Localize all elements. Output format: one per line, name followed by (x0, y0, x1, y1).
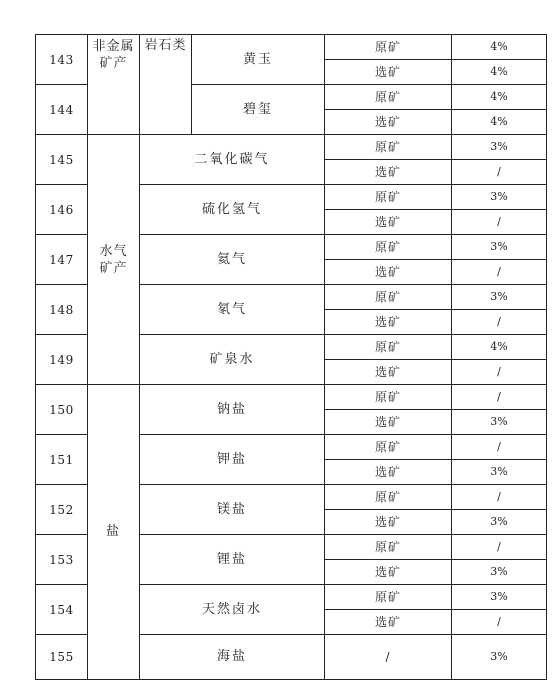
tax-rate-cell: / (452, 610, 547, 635)
tax-rate-cell: / (452, 385, 547, 410)
table-row (36, 35, 547, 60)
row-number-cell: 145 (36, 135, 88, 185)
ore-form-cell: 原矿 (325, 485, 452, 510)
row-number-cell: 146 (36, 185, 88, 235)
mineral-name-cell: 硫化氢气 (140, 185, 325, 235)
mineral-name-cell: 海盐 (140, 635, 325, 680)
ore-form-cell: 原矿 (325, 335, 452, 360)
ore-form-cell: 选矿 (325, 560, 452, 585)
mineral-name-cell: 镁盐 (140, 485, 325, 535)
ore-form-cell: 选矿 (325, 360, 452, 385)
ore-form-cell: 原矿 (325, 535, 452, 560)
row-number-cell: 147 (36, 235, 88, 285)
row-number-cell: 153 (36, 535, 88, 585)
tax-rate-cell: 3% (452, 560, 547, 585)
tax-rate-cell: 4% (452, 35, 547, 60)
ore-form-cell: 原矿 (325, 35, 452, 60)
tax-rate-cell: / (452, 360, 547, 385)
ore-form-cell: 选矿 (325, 610, 452, 635)
ore-form-cell: 原矿 (325, 285, 452, 310)
ore-form-cell: 选矿 (325, 460, 452, 485)
tax-rate-cell: / (452, 535, 547, 560)
category-cell: 非金属 矿产 (88, 35, 140, 135)
tax-rate-cell: 4% (452, 335, 547, 360)
row-number-cell: 143 (36, 35, 88, 85)
mineral-tax-table-page (35, 34, 546, 677)
tax-rate-cell: 3% (452, 410, 547, 435)
tax-rate-cell: 3% (452, 585, 547, 610)
mineral-name-cell: 矿泉水 (140, 335, 325, 385)
mineral-tax-table (35, 34, 547, 680)
tax-rate-cell: / (452, 210, 547, 235)
tax-rate-cell: / (452, 160, 547, 185)
mineral-name-cell: 钾盐 (140, 435, 325, 485)
subcategory-cell: 岩石类 (140, 35, 192, 135)
row-number-cell: 150 (36, 385, 88, 435)
ore-form-cell: 原矿 (325, 85, 452, 110)
ore-form-cell: 原矿 (325, 235, 452, 260)
ore-form-cell: 原矿 (325, 585, 452, 610)
ore-form-cell: 原矿 (325, 135, 452, 160)
row-number-cell: 155 (36, 635, 88, 680)
category-cell: 水气 矿产 (88, 135, 140, 385)
ore-form-cell: 选矿 (325, 510, 452, 535)
ore-form-cell: 选矿 (325, 110, 452, 135)
tax-rate-cell: / (452, 485, 547, 510)
tax-rate-cell: / (452, 435, 547, 460)
ore-form-cell: 选矿 (325, 60, 452, 85)
ore-form-cell: 原矿 (325, 385, 452, 410)
tax-rate-cell: / (452, 310, 547, 335)
tax-rate-cell: 3% (452, 235, 547, 260)
tax-rate-cell: 3% (452, 510, 547, 535)
ore-form-cell: 选矿 (325, 310, 452, 335)
ore-form-cell: 原矿 (325, 185, 452, 210)
ore-form-cell: 选矿 (325, 160, 452, 185)
mineral-name-cell: 天然卤水 (140, 585, 325, 635)
mineral-name-cell: 二氧化碳气 (140, 135, 325, 185)
tax-rate-cell: 4% (452, 60, 547, 85)
tax-rate-cell: 4% (452, 110, 547, 135)
tax-rate-cell: 4% (452, 85, 547, 110)
row-number-cell: 152 (36, 485, 88, 535)
category-cell: 盐 (88, 385, 140, 680)
row-number-cell: 154 (36, 585, 88, 635)
table-row (36, 135, 547, 160)
tax-rate-cell: 3% (452, 185, 547, 210)
tax-rate-cell: / (452, 260, 547, 285)
tax-rate-cell: 3% (452, 635, 547, 680)
tax-rate-cell: 3% (452, 135, 547, 160)
ore-form-cell: 选矿 (325, 210, 452, 235)
mineral-name-cell: 锂盐 (140, 535, 325, 585)
row-number-cell: 149 (36, 335, 88, 385)
ore-form-cell: 选矿 (325, 410, 452, 435)
table-body (36, 35, 547, 680)
ore-form-cell: 选矿 (325, 260, 452, 285)
table-row (36, 385, 547, 410)
ore-form-cell: 原矿 (325, 435, 452, 460)
mineral-name-cell: 黄玉 (192, 35, 325, 85)
row-number-cell: 144 (36, 85, 88, 135)
ore-form-cell: / (325, 635, 452, 680)
row-number-cell: 148 (36, 285, 88, 335)
mineral-name-cell: 碧玺 (192, 85, 325, 135)
mineral-name-cell: 钠盐 (140, 385, 325, 435)
tax-rate-cell: 3% (452, 285, 547, 310)
mineral-name-cell: 氡气 (140, 285, 325, 335)
tax-rate-cell: 3% (452, 460, 547, 485)
mineral-name-cell: 氦气 (140, 235, 325, 285)
row-number-cell: 151 (36, 435, 88, 485)
